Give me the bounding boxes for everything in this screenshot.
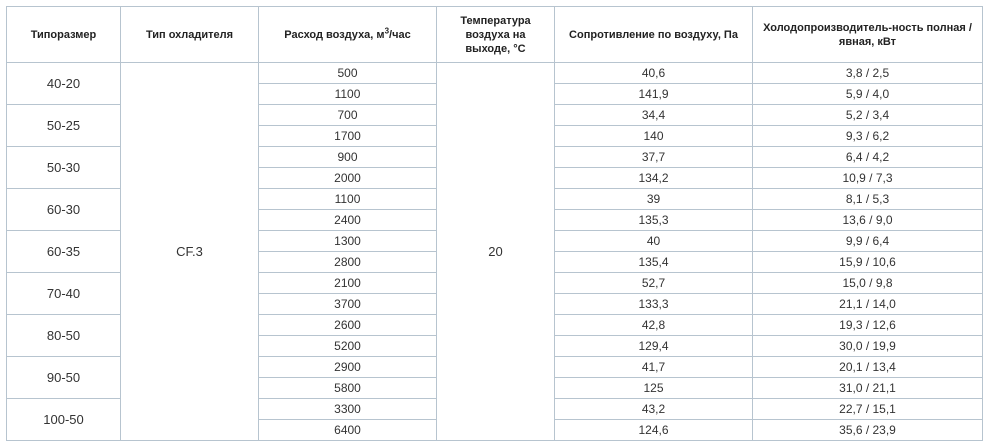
capacity-cell: 5,2 / 3,4 bbox=[753, 105, 983, 126]
table-header bbox=[7, 7, 983, 63]
resistance-cell: 125 bbox=[555, 378, 753, 399]
airflow-cell: 6400 bbox=[259, 420, 437, 441]
resistance-cell: 140 bbox=[555, 126, 753, 147]
airflow-cell: 5800 bbox=[259, 378, 437, 399]
size-cell: 50-25 bbox=[7, 105, 121, 147]
table-body bbox=[7, 63, 983, 441]
capacity-cell: 10,9 / 7,3 bbox=[753, 168, 983, 189]
size-cell: 40-20 bbox=[7, 63, 121, 105]
cooler-type-cell: CF.3 bbox=[121, 63, 259, 441]
size-cell: 50-30 bbox=[7, 147, 121, 189]
capacity-cell: 21,1 / 14,0 bbox=[753, 294, 983, 315]
capacity-cell: 22,7 / 15,1 bbox=[753, 399, 983, 420]
capacity-cell: 20,1 / 13,4 bbox=[753, 357, 983, 378]
size-cell: 70-40 bbox=[7, 273, 121, 315]
capacity-cell: 9,3 / 6,2 bbox=[753, 126, 983, 147]
capacity-cell: 19,3 / 12,6 bbox=[753, 315, 983, 336]
resistance-cell: 135,4 bbox=[555, 252, 753, 273]
resistance-cell: 52,7 bbox=[555, 273, 753, 294]
size-cell: 60-30 bbox=[7, 189, 121, 231]
outlet-temp-cell: 20 bbox=[437, 63, 555, 441]
header-row bbox=[7, 7, 983, 63]
resistance-cell: 129,4 bbox=[555, 336, 753, 357]
airflow-cell: 5200 bbox=[259, 336, 437, 357]
resistance-cell: 40,6 bbox=[555, 63, 753, 84]
resistance-cell: 37,7 bbox=[555, 147, 753, 168]
airflow-cell: 1300 bbox=[259, 231, 437, 252]
resistance-cell: 34,4 bbox=[555, 105, 753, 126]
resistance-cell: 42,8 bbox=[555, 315, 753, 336]
size-cell: 80-50 bbox=[7, 315, 121, 357]
resistance-cell: 133,3 bbox=[555, 294, 753, 315]
resistance-cell: 39 bbox=[555, 189, 753, 210]
header-airflow-main: Расход воздуха, м bbox=[284, 28, 385, 41]
airflow-cell: 900 bbox=[259, 147, 437, 168]
capacity-cell: 6,4 / 4,2 bbox=[753, 147, 983, 168]
airflow-cell: 2900 bbox=[259, 357, 437, 378]
airflow-cell: 3300 bbox=[259, 399, 437, 420]
capacity-cell: 8,1 / 5,3 bbox=[753, 189, 983, 210]
header-outlet-temp: Температура воздуха на выходе, °С bbox=[437, 7, 555, 63]
capacity-cell: 5,9 / 4,0 bbox=[753, 84, 983, 105]
header-resistance: Сопротивление по воздуху, Па bbox=[555, 7, 753, 63]
airflow-cell: 2600 bbox=[259, 315, 437, 336]
capacity-cell: 30,0 / 19,9 bbox=[753, 336, 983, 357]
header-capacity: Холодопроизводитель-ность полная / явная, кВт bbox=[753, 7, 983, 63]
size-cell: 60-35 bbox=[7, 231, 121, 273]
capacity-cell: 9,9 / 6,4 bbox=[753, 231, 983, 252]
resistance-cell: 135,3 bbox=[555, 210, 753, 231]
resistance-cell: 40 bbox=[555, 231, 753, 252]
header-airflow-tail: /час bbox=[389, 28, 411, 41]
resistance-cell: 41,7 bbox=[555, 357, 753, 378]
header-cooler-type: Тип охладителя bbox=[121, 7, 259, 63]
resistance-cell: 141,9 bbox=[555, 84, 753, 105]
airflow-cell: 1100 bbox=[259, 84, 437, 105]
airflow-cell: 500 bbox=[259, 63, 437, 84]
airflow-cell: 2100 bbox=[259, 273, 437, 294]
airflow-cell: 2000 bbox=[259, 168, 437, 189]
cooler-spec-table bbox=[6, 6, 983, 441]
airflow-cell: 1100 bbox=[259, 189, 437, 210]
capacity-cell: 15,9 / 10,6 bbox=[753, 252, 983, 273]
airflow-cell: 700 bbox=[259, 105, 437, 126]
header-airflow bbox=[259, 7, 437, 63]
table-row bbox=[7, 63, 983, 84]
capacity-cell: 3,8 / 2,5 bbox=[753, 63, 983, 84]
capacity-cell: 15,0 / 9,8 bbox=[753, 273, 983, 294]
capacity-cell: 13,6 / 9,0 bbox=[753, 210, 983, 231]
header-airflow-superscript: 3 bbox=[384, 25, 390, 35]
capacity-cell: 35,6 / 23,9 bbox=[753, 420, 983, 441]
header-size: Типоразмер bbox=[7, 7, 121, 63]
airflow-cell: 3700 bbox=[259, 294, 437, 315]
resistance-cell: 43,2 bbox=[555, 399, 753, 420]
airflow-cell: 2400 bbox=[259, 210, 437, 231]
resistance-cell: 124,6 bbox=[555, 420, 753, 441]
capacity-cell: 31,0 / 21,1 bbox=[753, 378, 983, 399]
resistance-cell: 134,2 bbox=[555, 168, 753, 189]
airflow-cell: 2800 bbox=[259, 252, 437, 273]
size-cell: 100-50 bbox=[7, 399, 121, 441]
size-cell: 90-50 bbox=[7, 357, 121, 399]
airflow-cell: 1700 bbox=[259, 126, 437, 147]
